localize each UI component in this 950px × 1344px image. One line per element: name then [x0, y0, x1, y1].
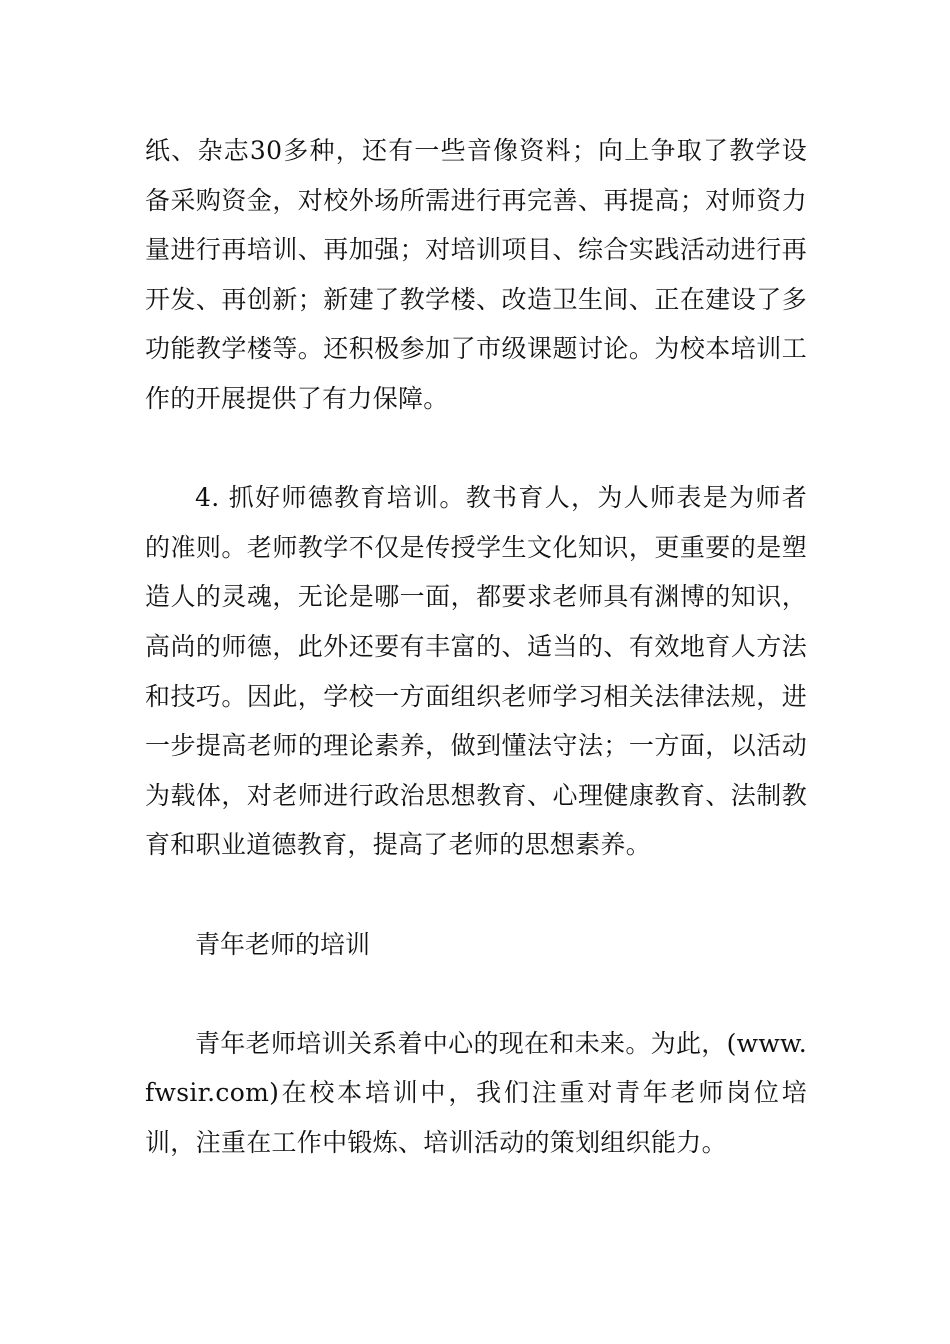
document-body [145, 126, 807, 1167]
paragraph-gap [145, 424, 807, 474]
paragraph-young-teachers: 青年老师培训关系着中心的现在和未来。为此，(www.fwsir.com)在校本培训中，我们注重对青年老师岗位培训，注重在工作中锻炼、培训活动的策划组织能力。 [145, 1028, 807, 1157]
paragraph-facilities: 纸、杂志30多种，还有一些音像资料；向上争取了教学设备采购资金，对校外场所需进行再完善、再提高；对师资力量进行再培训、再加强；对培训项目、综合实践活动进行再开发、再创新；新建了教学楼、改造卫生间、正在建设了多功能教学楼等。还积极参加了市级课题讨论。为校本培训工作的开展提供了有力保障。 [145, 136, 807, 413]
paragraph-gap [145, 870, 807, 920]
paragraph-ethics-training: 4. 抓好师德教育培训。教书育人，为人师表是为师者的准则。老师教学不仅是传授学生文化知识，更重要的是塑造人的灵魂，无论是哪一面，都要求老师具有渊博的知识，高尚的师德，此外还要有丰富的、适当的、有效地育人方法和技巧。因此，学校一方面组织老师学习相关法律法规，进一步提高老师的理论素养，做到懂法守法；一方面，以活动为载体，对老师进行政治思想教育、心理健康教育、法制教育和职业道德教育，提高了老师的思想素养。 [145, 483, 807, 860]
section-heading-young-teachers: 青年老师的培训 [195, 929, 371, 959]
paragraph-gap [145, 969, 807, 1019]
